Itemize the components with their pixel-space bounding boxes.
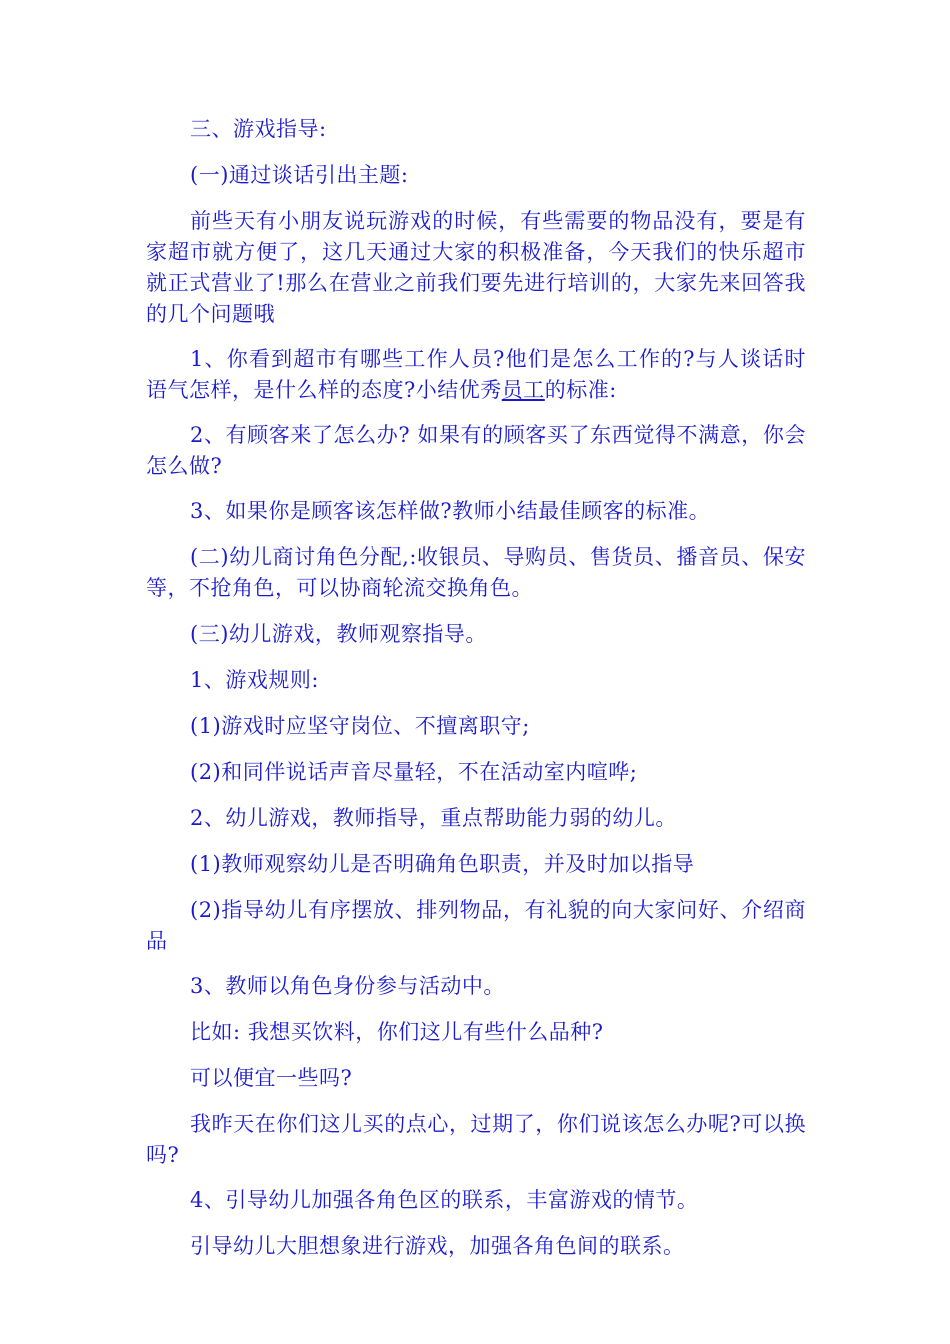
section-heading: 三、游戏指导: <box>190 117 327 141</box>
play-heading: 2、幼儿游戏，教师指导，重点帮助能力弱的幼儿。 <box>190 806 677 830</box>
question-1 <box>146 344 806 406</box>
sub1-heading: (一)通过谈话引出主题: <box>190 163 409 187</box>
guide-heading: 4、引导幼儿加强各角色区的联系，丰富游戏的情节。 <box>190 1188 699 1212</box>
sub2-paragraph: (二)幼儿商讨角色分配,:收银员、导购员、售货员、播音员、保安等，不抢角色，可以协商轮流交换角色。 <box>146 545 806 600</box>
example-2: 可以便宜一些吗? <box>190 1066 353 1090</box>
guide-text: 引导幼儿大胆想象进行游戏，加强各角色间的联系。 <box>190 1234 685 1258</box>
rules-heading: 1、游戏规则: <box>190 668 319 692</box>
play-item-1: (1)教师观察幼儿是否明确角色职责，并及时加以指导 <box>190 852 695 876</box>
question-1-text-start: 1、你看到超市有哪些工作人员?他们是怎么工作的?与人谈话时语气怎样，是什么样的态度?小结优秀 <box>146 347 806 402</box>
document-page <box>146 114 806 1262</box>
intro-paragraph: 前些天有小朋友说玩游戏的时候，有些需要的物品没有，要是有家超市就方便了，这几天通过大家的积极准备，今天我们的快乐超市就正式营业了!那么在营业之前我们要先进行培训的，大家先来回答我的几个问题哦 <box>146 209 806 326</box>
example-1: 比如: 我想买饮料，你们这儿有些什么品种? <box>190 1020 604 1044</box>
question-3: 3、如果你是顾客该怎样做?教师小结最佳顾客的标准。 <box>190 499 711 523</box>
rule-2: (2)和同伴说话声音尽量轻，不在活动室内喧哗; <box>190 760 638 784</box>
example-3: 我昨天在你们这儿买的点心，过期了，你们说该怎么办呢?可以换吗? <box>146 1112 806 1167</box>
play-item-2: (2)指导幼儿有序摆放、排列物品，有礼貌的向大家问好、介绍商品 <box>146 898 806 953</box>
question-1-text-end: 的标准: <box>544 378 617 402</box>
sub3-heading: (三)幼儿游戏，教师观察指导。 <box>190 622 487 646</box>
rule-1: (1)游戏时应坚守岗位、不擅离职守; <box>190 714 530 738</box>
teacher-role: 3、教师以角色身份参与活动中。 <box>190 974 505 998</box>
question-2: 2、有顾客来了怎么办? 如果有的顾客买了东西觉得不满意，你会怎么做? <box>146 423 806 478</box>
question-1-underlined-term: 员工 <box>501 378 545 402</box>
